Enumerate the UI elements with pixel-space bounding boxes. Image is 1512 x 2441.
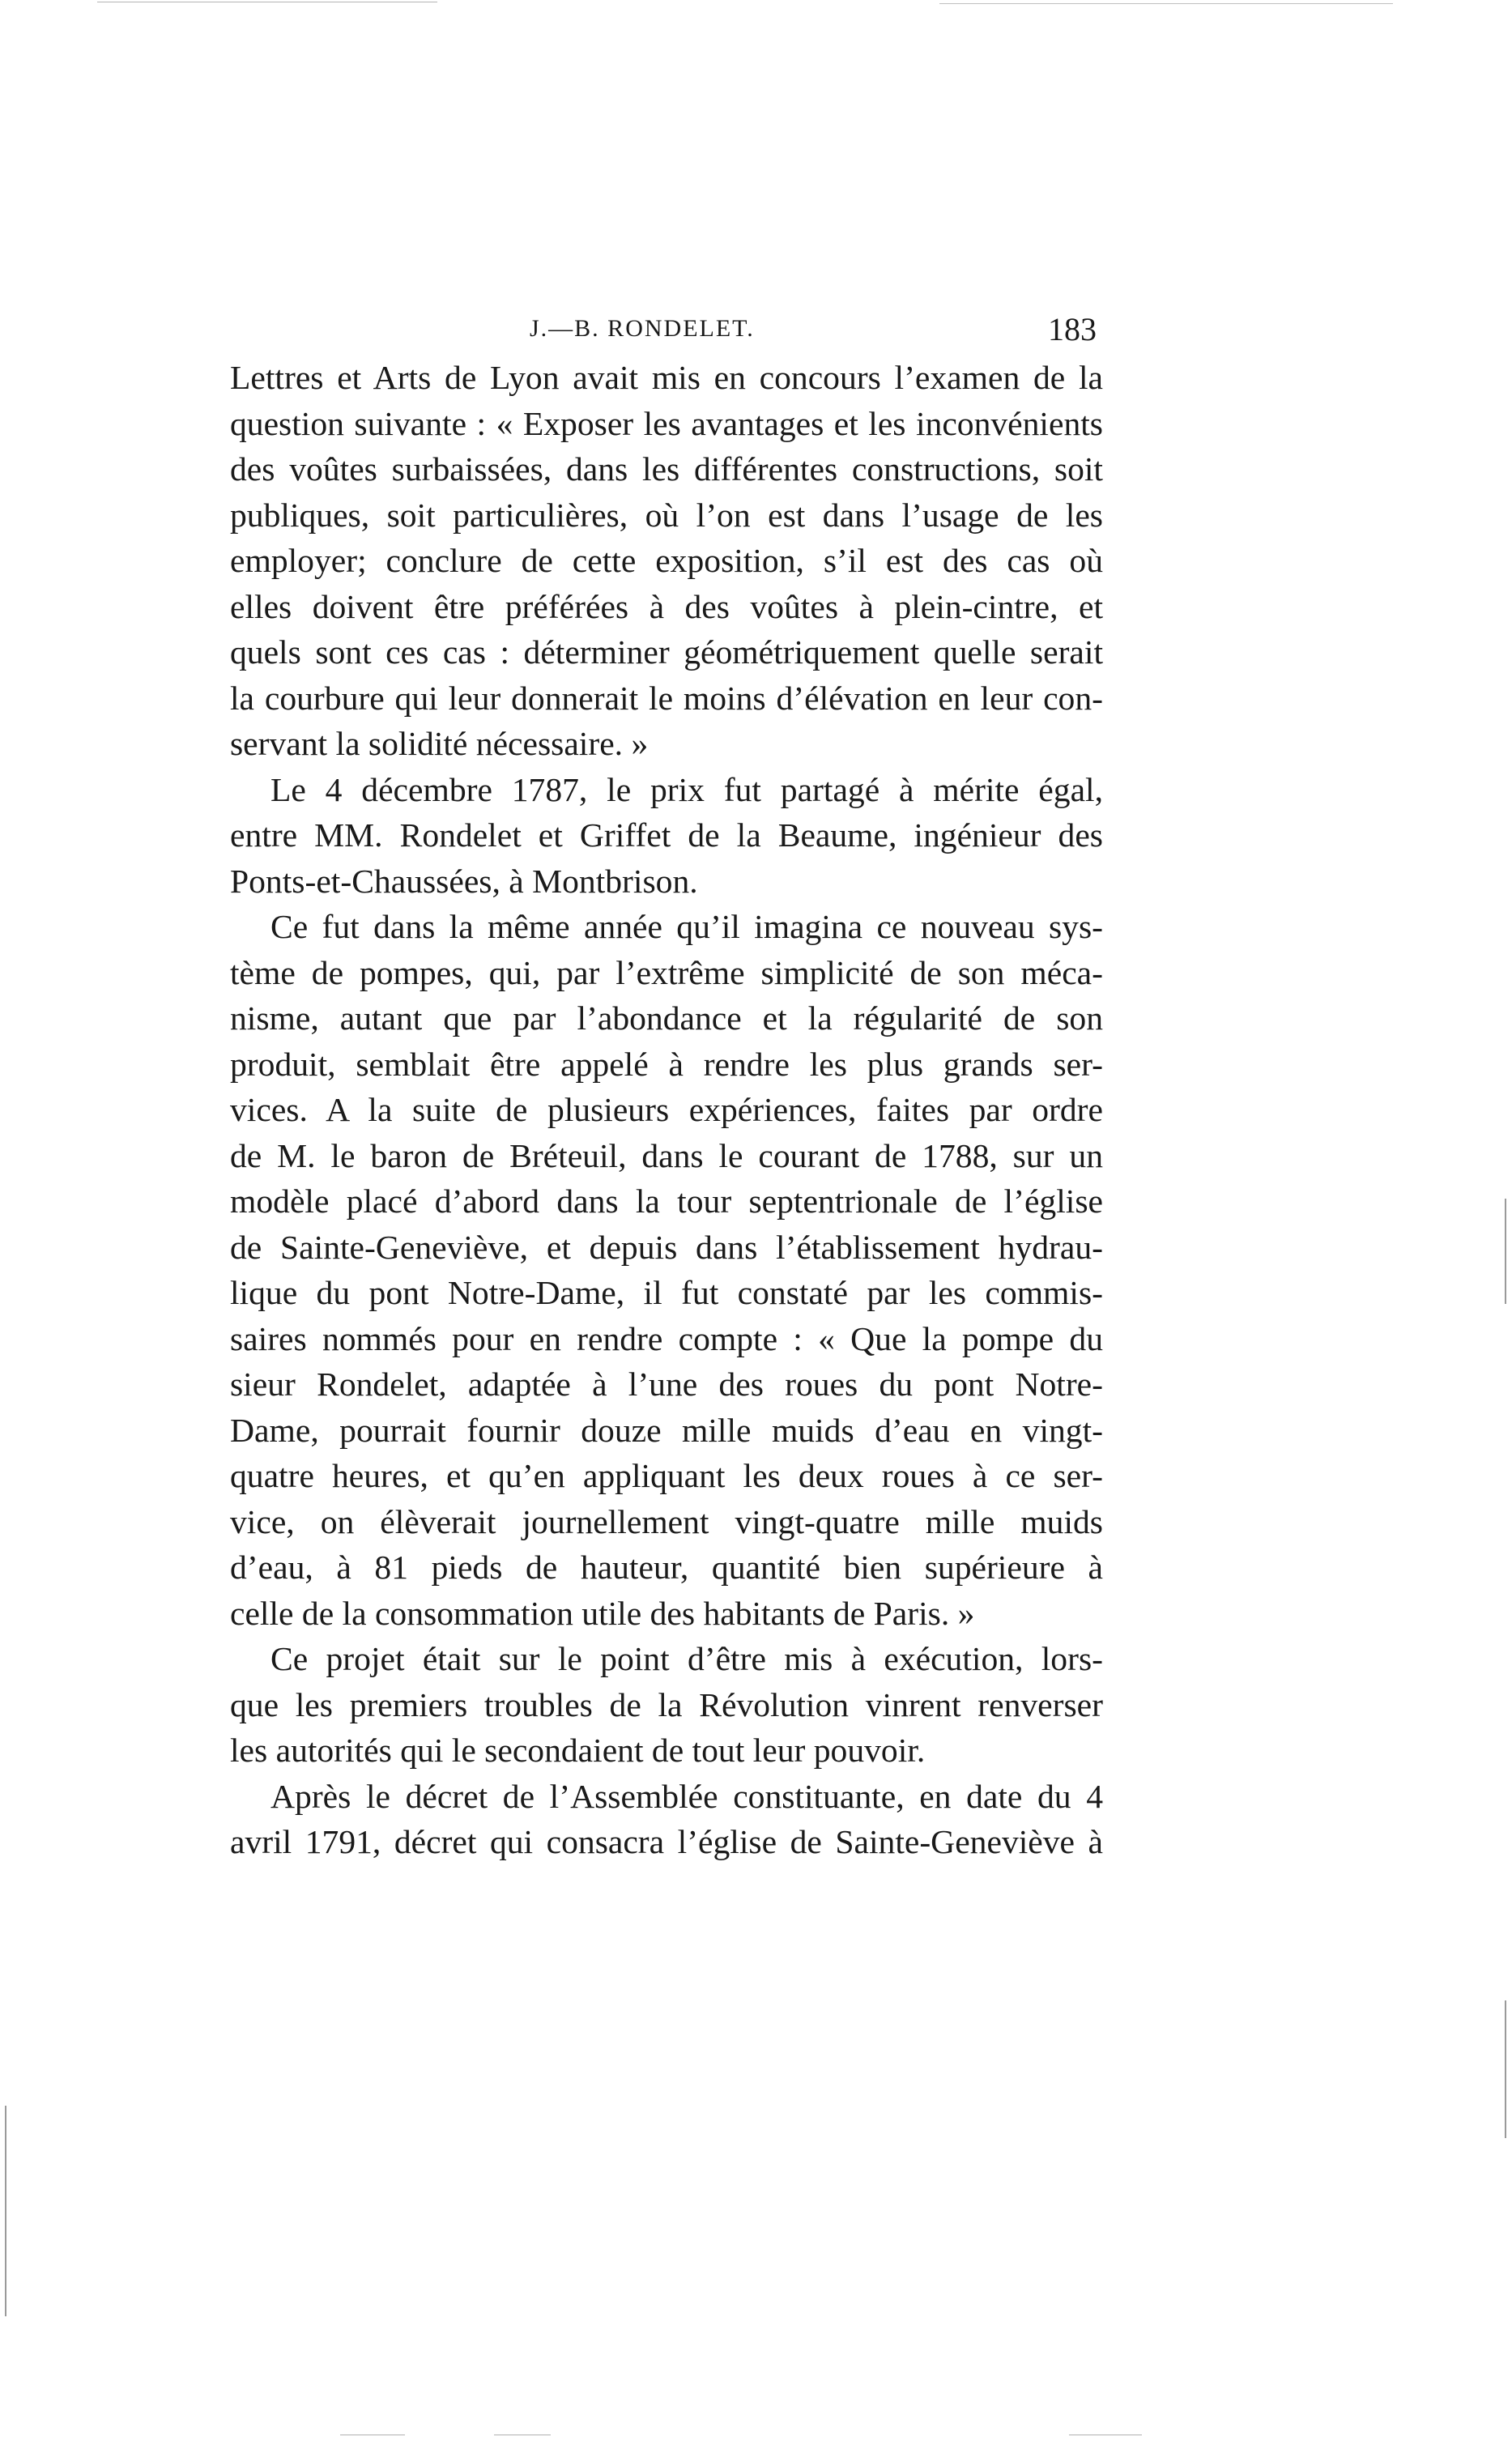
- text-line: la courbure qui leur donnerait le moins d’élévation en leur con-: [230, 679, 1103, 717]
- text-line: elles doivent être préférées à des voûtes à plein-cintre, et: [230, 587, 1103, 625]
- text-line: Lettres et Arts de Lyon avait mis en concours l’examen de la: [230, 359, 1103, 396]
- text-line: employer; conclure de cette exposition, s’il est des cas où: [230, 542, 1103, 579]
- text-line: quels sont ces cas : déterminer géométriquement quelle serait: [230, 633, 1103, 671]
- text-line: lique du pont Notre-Dame, il fut constaté par les commis-: [230, 1274, 1103, 1311]
- text-line: Le 4 décembre 1787, le prix fut partagé à mérite égal,: [270, 770, 1103, 808]
- scan-edge-top-2: [939, 3, 1393, 4]
- text-line: sieur Rondelet, adaptée à l’une des roues du pont Notre-: [230, 1365, 1103, 1403]
- text-line: servant la solidité nécessaire. »: [230, 725, 649, 762]
- text-line: modèle placé d’abord dans la tour septentrionale de l’église: [230, 1182, 1103, 1220]
- text-line: Ce projet était sur le point d’être mis à exécution, lors-: [270, 1640, 1103, 1677]
- text-line: publiques, soit particulières, où l’on est dans l’usage de les: [230, 496, 1103, 534]
- scan-margin-mark-3: [5, 2106, 6, 2316]
- text-line: les autorités qui le secondaient de tout leur pouvoir.: [230, 1732, 926, 1769]
- text-line: avril 1791, décret qui consacra l’église de Sainte-Geneviève à: [230, 1823, 1103, 1860]
- scan-margin-mark-2: [1505, 2000, 1506, 2138]
- page-header: [236, 310, 1097, 351]
- text-line: saires nommés pour en rendre compte : « Que la pompe du: [230, 1319, 1103, 1357]
- text-line: que les premiers troubles de la Révolution vinrent renverser: [230, 1685, 1103, 1723]
- scan-margin-mark-1: [1505, 1199, 1506, 1304]
- text-line: Ce fut dans la même année qu’il imagina ce nouveau sys-: [270, 908, 1103, 945]
- text-line: tème de pompes, qui, par l’extrême simplicité de son méca-: [230, 953, 1103, 991]
- text-line: nisme, autant que par l’abondance et la régularité de son: [230, 999, 1103, 1037]
- text-line: des voûtes surbaissées, dans les différentes constructions, soit: [230, 450, 1103, 488]
- text-line: de Sainte-Geneviève, et depuis dans l’établissement hydrau-: [230, 1228, 1103, 1266]
- text-line: de M. le baron de Bréteuil, dans le courant de 1788, sur un: [230, 1136, 1103, 1174]
- text-line: question suivante : « Exposer les avantages et les inconvénients: [230, 404, 1103, 442]
- text-line: celle de la consommation utile des habitants de Paris. »: [230, 1594, 975, 1632]
- text-line: quatre heures, et qu’en appliquant les deux roues à ce ser-: [230, 1457, 1103, 1494]
- text-line: vice, on élèverait journellement vingt-quatre mille muids: [230, 1502, 1103, 1540]
- text-line: entre MM. Rondelet et Griffet de la Beaume, ingénieur des: [230, 816, 1103, 854]
- page-number: 183: [1048, 311, 1097, 347]
- text-line: Après le décret de l’Assemblée constituante, en date du 4: [270, 1777, 1103, 1815]
- text-line: vices. A la suite de plusieurs expériences, faites par ordre: [230, 1091, 1103, 1128]
- running-head: J.—B. RONDELET.: [530, 315, 755, 342]
- text-line: produit, semblait être appelé à rendre les plus grands ser-: [230, 1045, 1103, 1083]
- body-text: [230, 355, 1103, 1865]
- text-line: Ponts-et-Chaussées, à Montbrison.: [230, 862, 698, 900]
- text-line: d’eau, à 81 pieds de hauteur, quantité bien supérieure à: [230, 1549, 1103, 1586]
- text-line: Dame, pourrait fournir douze mille muids d’eau en vingt-: [230, 1411, 1103, 1449]
